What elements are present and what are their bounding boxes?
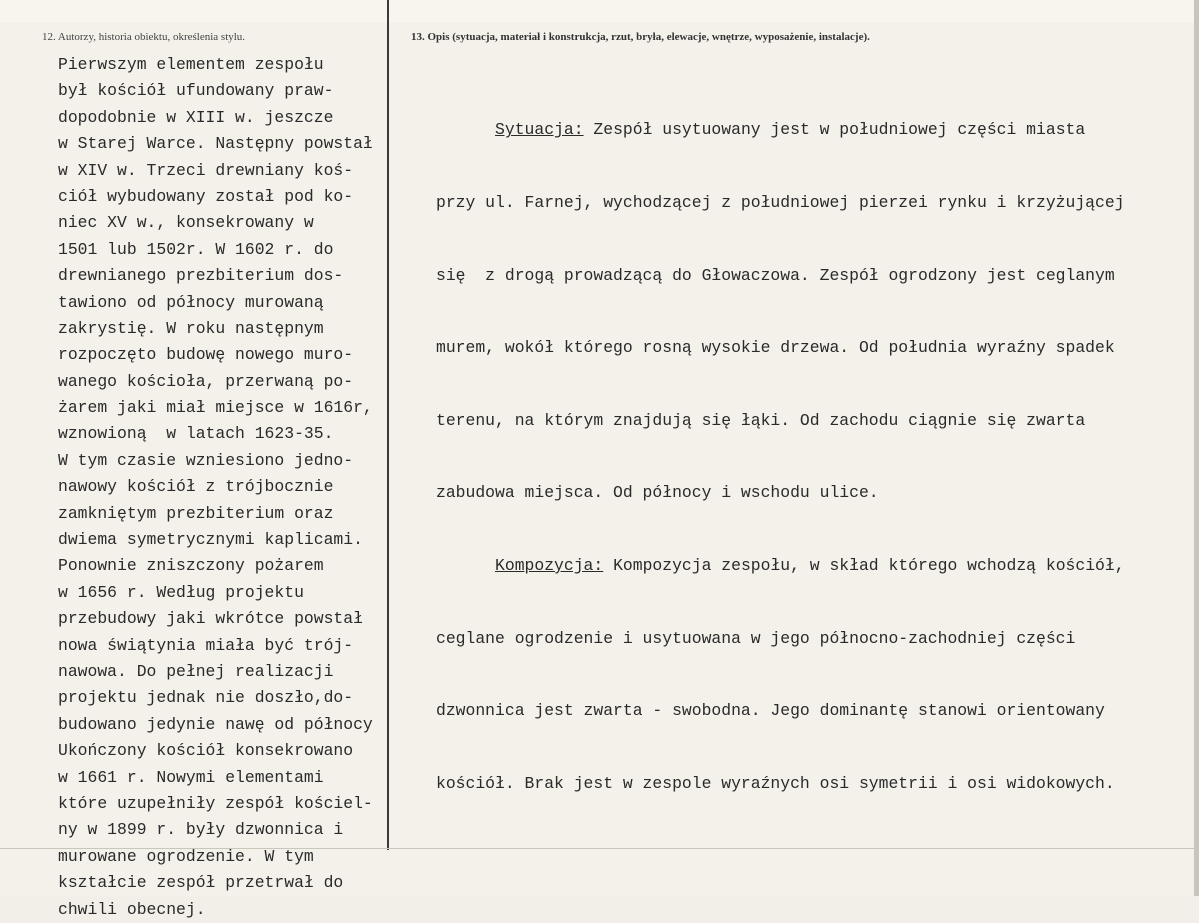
history-line: zakrystię. W roku następnym — [58, 318, 324, 338]
history-line: był kościół ufundowany praw- — [58, 81, 334, 101]
history-line: Ukończony kościół konsekrowano — [58, 741, 354, 761]
situation-line: terenu, na którym znajdują się łąki. Od zachodu ciągnie się zwarta — [436, 410, 1086, 430]
history-line: drewnianego prezbiterium dos- — [58, 266, 344, 286]
history-line: wanego kościoła, przerwaną po- — [58, 371, 354, 391]
composition-heading: Kompozycja: — [495, 555, 604, 575]
history-line: nawowy kościół z trójbocznie — [58, 477, 334, 497]
history-line: projektu jednak nie doszło,do- — [58, 688, 354, 708]
composition-line-text: Kompozycja zespołu, w skład którego wchodzą kościół, — [603, 555, 1125, 575]
history-line: w Starej Warce. Następny powstał — [58, 134, 373, 154]
situation-line: zabudowa miejsca. Od północy i wschodu ulice. — [436, 483, 879, 503]
history-line: kształcie zespół przetrwał do — [58, 873, 344, 893]
history-line: dwiema symetrycznymi kaplicami. — [58, 530, 363, 550]
situation-line: przy ul. Farnej, wychodzącej z południowej pierzei rynku i krzyżującej — [436, 193, 1125, 212]
history-line: wznowioną w latach 1623-35. — [58, 424, 334, 444]
history-line: budowano jedynie nawę od północy — [58, 714, 373, 734]
composition-line: ceglane ogrodzenie i usytuowana w jego północno-zachodniej części — [436, 628, 1076, 648]
history-line: niec XV w., konsekrowany w — [58, 213, 314, 233]
history-line: żarem jaki miał miejsce w 1616r, — [58, 398, 373, 418]
history-text-column — [58, 52, 398, 923]
section-13-header: 13. Opis (sytuacja, materiał i konstrukcja, rzut, bryła, elewacje, wnętrze, wyposażenie, instalacje). — [411, 31, 870, 43]
history-line: nowa świątynia miała być trój- — [58, 635, 354, 655]
history-line: zamkniętym prezbiterium oraz — [58, 503, 334, 523]
history-line: ciół wybudowany został pod ko- — [58, 186, 354, 206]
history-line: przebudowy jaki wkrótce powstał — [58, 609, 363, 629]
history-line: Pierwszym elementem zespołu — [58, 55, 324, 74]
situation-line — [436, 118, 1176, 142]
composition-line: dzwonnica jest zwarta - swobodna. Jego dominantę stanowi orientowany — [436, 701, 1105, 721]
section-12-header: 12. Autorzy, historia obiektu, określenia stylu. — [42, 31, 246, 43]
history-line: w 1661 r. Nowymi elementami — [58, 767, 324, 787]
situation-line: murem, wokół którego rosną wysokie drzewa. Od południa wyraźny spadek — [436, 338, 1115, 358]
description-text-column — [436, 70, 1176, 844]
history-line: murowane ogrodzenie. W tym — [58, 846, 314, 866]
history-line: rozpoczęto budowę nowego muro- — [58, 345, 354, 365]
history-line: ny w 1899 r. były dzwonnica i — [58, 820, 344, 840]
history-line: 1501 lub 1502r. W 1602 r. do — [58, 239, 334, 259]
situation-line-text: Zespół usytuowany jest w południowej części miasta — [583, 120, 1086, 140]
history-line: W tym czasie wzniesiono jedno- — [58, 450, 354, 470]
history-line: tawiono od północy murowaną — [58, 292, 324, 312]
history-line: nawowa. Do pełnej realizacji — [58, 661, 334, 681]
top-margin-strip — [0, 0, 1199, 22]
page-edge — [1194, 0, 1199, 896]
history-line: dopodobnie w XIII w. jeszcze — [58, 107, 334, 127]
history-line: Ponownie zniszczony pożarem — [58, 556, 324, 576]
composition-line: kościół. Brak jest w zespole wyraźnych osi symetrii i osi widokowych. — [436, 773, 1115, 793]
history-line: w XIV w. Trzeci drewniany koś- — [58, 160, 354, 180]
composition-line — [436, 554, 1176, 578]
situation-line: się z drogą prowadzącą do Głowaczowa. Zespół ogrodzony jest ceglanym — [436, 265, 1115, 285]
history-line: które uzupełniły zespół kościel- — [58, 793, 373, 813]
history-line: w 1656 r. Według projektu — [58, 582, 304, 602]
history-line: chwili obecnej. — [58, 899, 206, 919]
situation-heading: Sytuacja: — [495, 120, 584, 140]
